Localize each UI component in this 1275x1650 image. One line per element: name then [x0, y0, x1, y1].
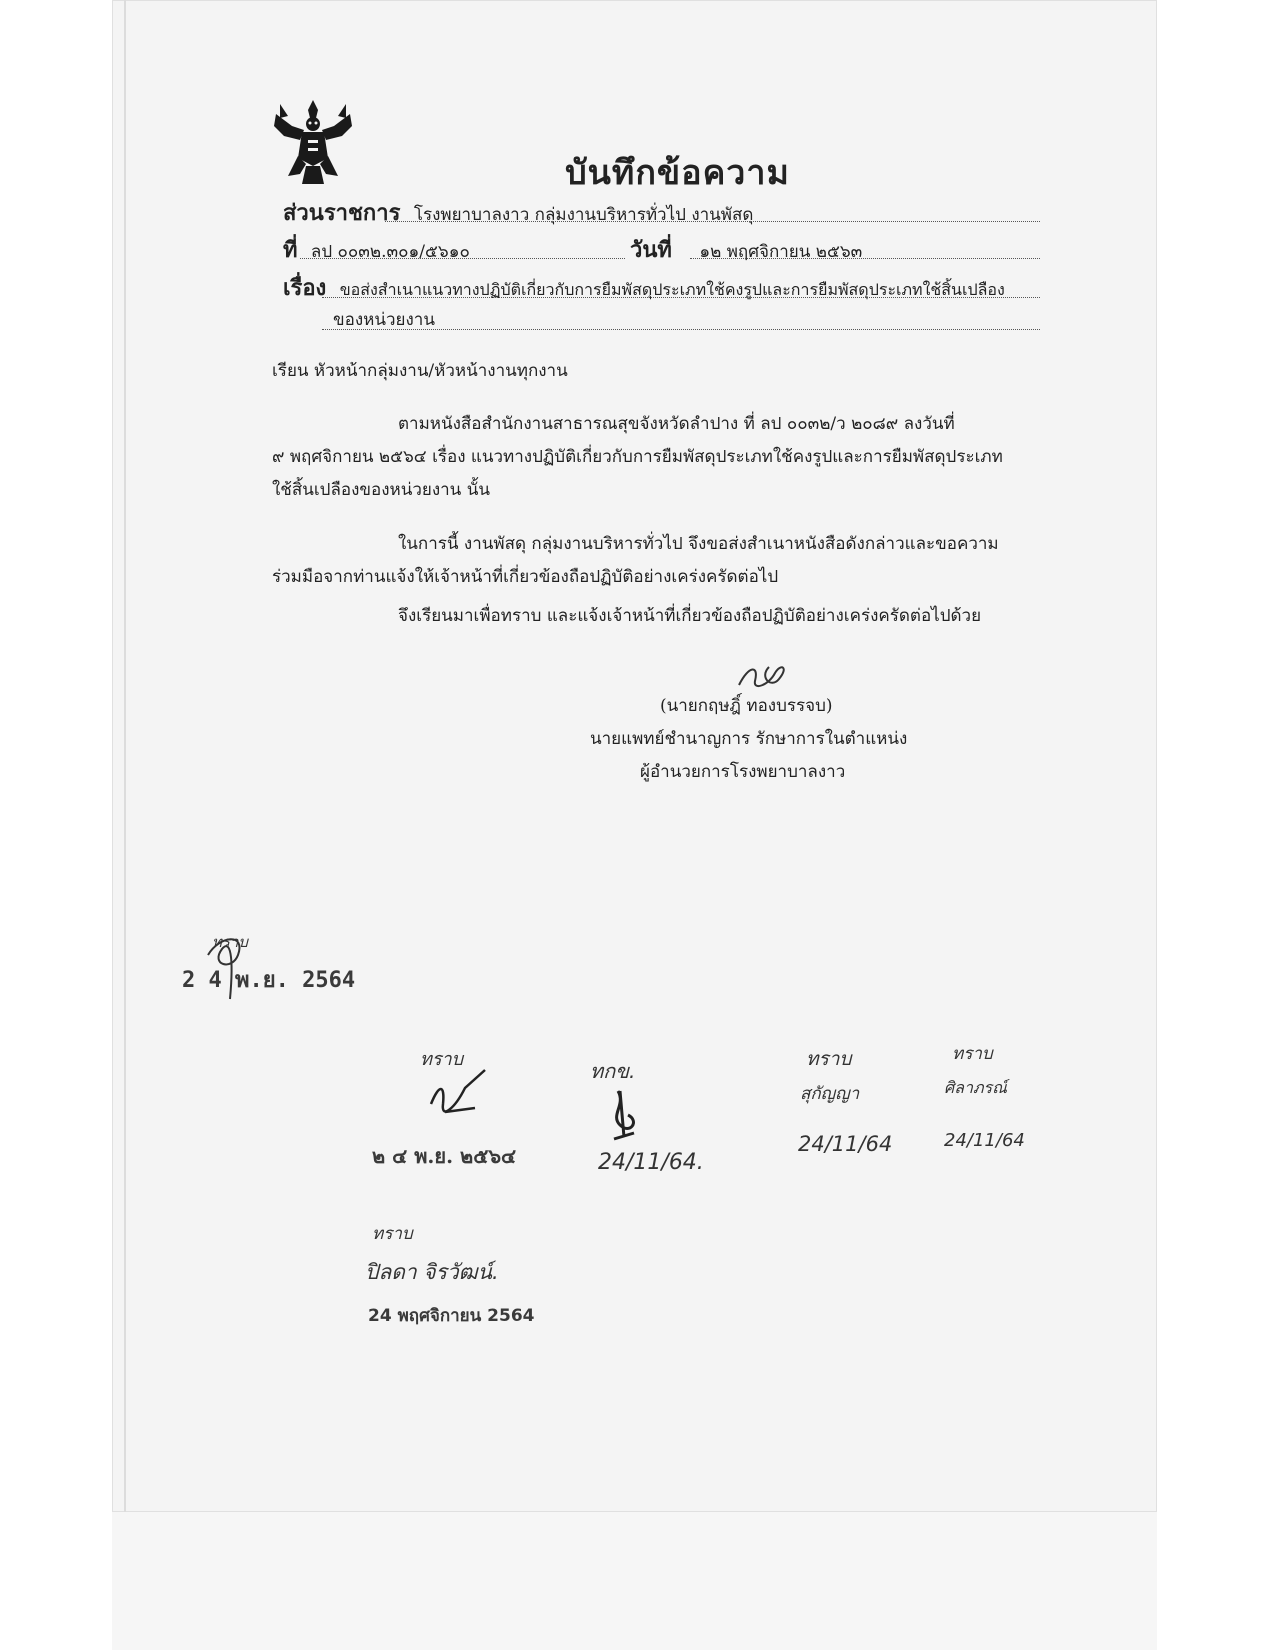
note3-text: ทราบ [806, 1048, 852, 1070]
scan-edge-line [124, 0, 126, 1512]
subject-line-2: ของหน่วยงาน [333, 310, 435, 330]
number-value: ลป ๐๐๓๒.๓๐๑/๕๖๑๐ [310, 242, 470, 262]
note1-date-stamp: ๒ ๔ พ.ย. ๒๕๖๔ [372, 1144, 517, 1168]
date-row [630, 232, 862, 267]
note2-text: ทกข. [590, 1059, 636, 1083]
signer-position-2: ผู้อำนวยการโรงพยาบาลงาว [640, 762, 846, 782]
subject-dotline-2 [322, 329, 1040, 330]
note4-text: ทราบ [952, 1044, 993, 1064]
closing-line: จึงเรียนมาเพื่อทราบ และแจ้งเจ้าหน้าที่เกี่ยวข้องถือปฏิบัติอย่างเคร่งครัดต่อไปด้วย [398, 606, 982, 626]
page-margin [112, 1512, 1157, 1650]
signer-name: (นายกฤษฎิ์ ทองบรรจบ) [660, 696, 833, 716]
date-value: ๑๒ พฤศจิกายน ๒๕๖๓ [699, 242, 863, 262]
signer-position-1: นายแพทย์ชำนาญการ รักษาการในตำแหน่ง [590, 729, 908, 749]
note3-signature: สุกัญญา [800, 1084, 860, 1104]
salutation: เรียน หัวหน้ากลุ่มงาน/หัวหน้างานทุกงาน [272, 361, 568, 381]
subject-label: เรื่อง [283, 275, 327, 301]
director-signature [735, 655, 795, 695]
note4-signature: ศิลาภรณ์ [944, 1078, 1007, 1097]
para1-line2: ๙ พฤศจิกายน ๒๕๖๔ เรื่อง แนวทางปฏิบัติเกี่ยวกับการยืมพัสดุประเภทใช้คงรูปและการยืมพัสดุประเภท [272, 447, 1003, 467]
agency-dotline [385, 221, 1040, 222]
note4-date: 24/11/64 [944, 1130, 1025, 1151]
date-label: วันที่ [630, 237, 672, 263]
para1-line3: ใช้สิ้นเปลืองของหน่วยงาน นั้น [272, 480, 490, 500]
note1-text: ทราบ [420, 1049, 464, 1070]
number-dotline [300, 258, 625, 259]
note1-signature [425, 1064, 495, 1124]
agency-value: โรงพยาบาลงาว กลุ่มงานบริหารทั่วไป งานพัสดุ [413, 205, 754, 225]
received-date-stamp: 2 4 พ.ย. 2564 [182, 968, 356, 993]
note5-signature: ปิลดา จิรวัฒน์. [365, 1260, 499, 1284]
received-note: ทราบ [212, 933, 248, 951]
para2-line2: ร่วมมือจากท่านแจ้งให้เจ้าหน้าที่เกี่ยวข้องถือปฏิบัติอย่างเคร่งครัดต่อไป [272, 567, 779, 587]
para1-line1: ตามหนังสือสำนักงานสาธารณสุขจังหวัดลำปาง ที่ ลป ๐๐๓๒/ว ๒๐๘๙ ลงวันที่ [398, 414, 955, 434]
number-row [283, 232, 470, 267]
memo-title: บันทึกข้อความ [565, 153, 790, 193]
subject-row [283, 270, 1005, 305]
number-label: ที่ [283, 237, 298, 263]
note5-text: ทราบ [372, 1224, 413, 1244]
para2-line1: ในการนี้ งานพัสดุ กลุ่มงานบริหารทั่วไป จึงขอส่งสำเนาหนังสือดังกล่าวและขอความ [398, 534, 999, 554]
agency-row [283, 195, 753, 230]
note2-date: 24/11/64. [598, 1150, 704, 1175]
note5-date-stamp: 24 พฤศจิกายน 2564 [368, 1306, 535, 1326]
subject-dotline-1 [322, 297, 1040, 298]
subject-line-1: ขอส่งสำเนาแนวทางปฏิบัติเกี่ยวกับการยืมพัสดุประเภทใช้คงรูปและการยืมพัสดุประเภทใช้สิ้นเปลือง [339, 280, 1005, 299]
note3-date: 24/11/64 [798, 1132, 893, 1156]
date-dotline [690, 258, 1040, 259]
note2-signature [600, 1085, 650, 1145]
agency-label: ส่วนราชการ [283, 200, 401, 226]
